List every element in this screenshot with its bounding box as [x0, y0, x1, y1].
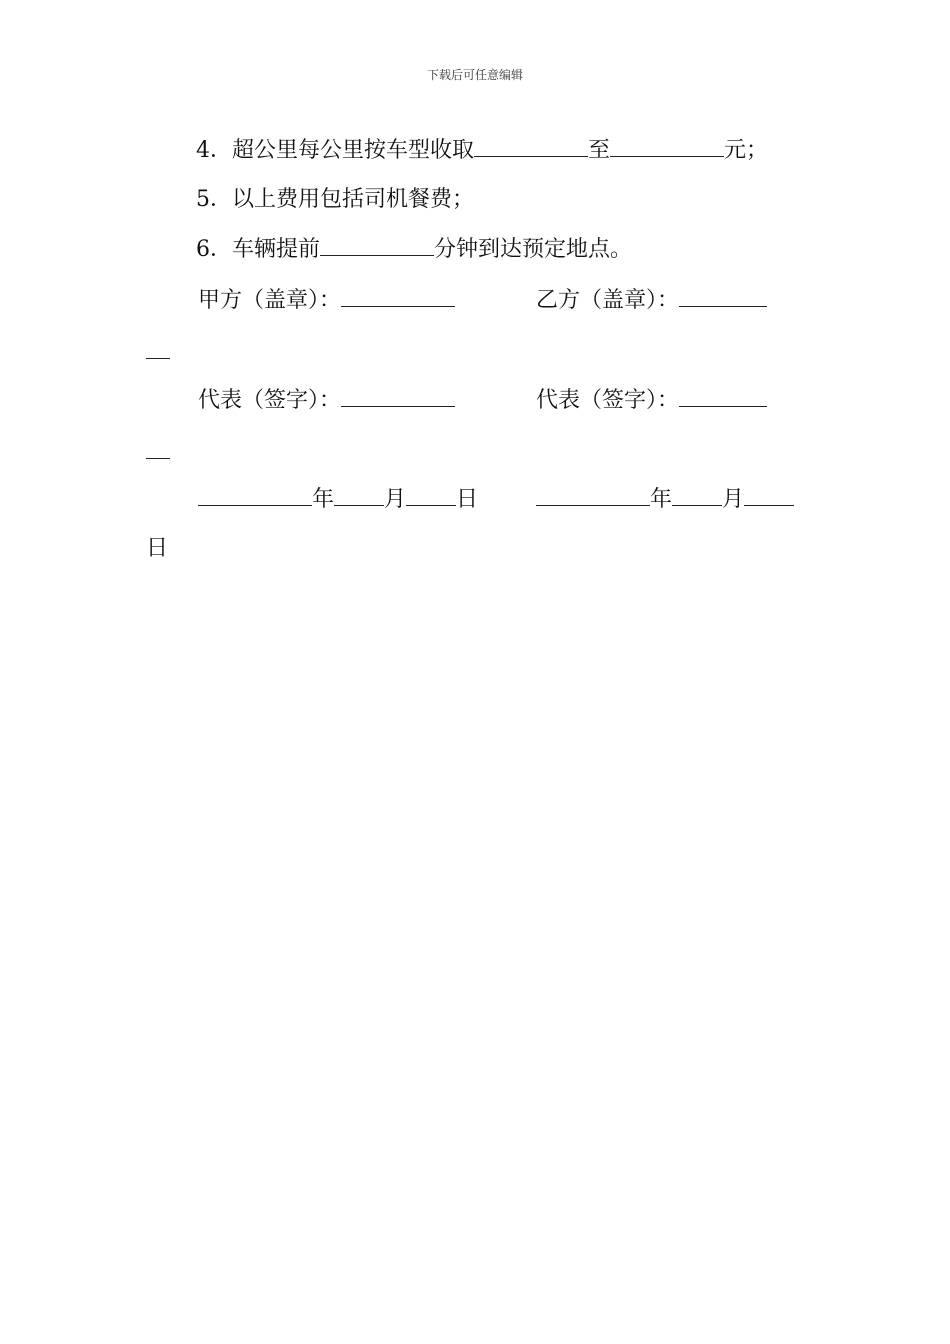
clause-text: 分钟到达预定地点。: [434, 237, 633, 262]
date-b: [536, 485, 794, 514]
clause-text: 以上费用包括司机餐费；: [232, 187, 475, 212]
clause-6: [196, 235, 856, 264]
day-label: 日: [456, 487, 479, 512]
party-a-seal: [198, 286, 455, 315]
rep-b-sign-field[interactable]: [679, 386, 767, 407]
clause-4: [196, 136, 856, 165]
clause-text: 超公里每公里按车型收取: [232, 138, 475, 163]
month-label: 月: [722, 487, 745, 512]
date-a: [198, 485, 478, 514]
month-label: 月: [384, 487, 407, 512]
party-b-seal-field[interactable]: [679, 286, 767, 307]
header-note: 下载后可任意编辑: [426, 68, 523, 82]
clause-number: 5．: [196, 187, 232, 212]
clause-text: 车辆提前: [232, 237, 321, 262]
year-label: 年: [312, 487, 335, 512]
year-label: 年: [650, 487, 673, 512]
clause-number: 6．: [196, 237, 232, 262]
clause-text: 至: [588, 138, 611, 163]
rep-b-sign-label: 代表（签字）：: [536, 388, 680, 413]
blank-field[interactable]: [474, 136, 588, 157]
date-a-day-field[interactable]: [406, 485, 456, 506]
blank-field[interactable]: [610, 136, 724, 157]
party-a-seal-label: 甲方（盖章）：: [198, 288, 342, 313]
rep-b-sign-field-wrap: [146, 458, 170, 459]
rep-b-sign: [536, 386, 767, 415]
date-b-month-field[interactable]: [672, 485, 722, 506]
clause-text: 元；: [724, 138, 769, 163]
date-a-year-field[interactable]: [198, 485, 312, 506]
blank-field[interactable]: [320, 235, 434, 256]
party-b-seal: [536, 286, 767, 315]
date-b-day-label: 日: [146, 536, 169, 561]
date-b-day-field[interactable]: [744, 485, 794, 506]
rep-a-sign-field[interactable]: [341, 386, 455, 407]
date-b-year-field[interactable]: [536, 485, 650, 506]
clause-number: 4．: [196, 138, 232, 163]
party-b-seal-field-wrap: [146, 358, 170, 359]
party-b-seal-label: 乙方（盖章）：: [536, 288, 680, 313]
rep-a-sign: [198, 386, 455, 415]
clause-5: [196, 186, 856, 214]
rep-a-sign-label: 代表（签字）：: [198, 388, 342, 413]
party-a-seal-field[interactable]: [341, 286, 455, 307]
date-a-month-field[interactable]: [334, 485, 384, 506]
